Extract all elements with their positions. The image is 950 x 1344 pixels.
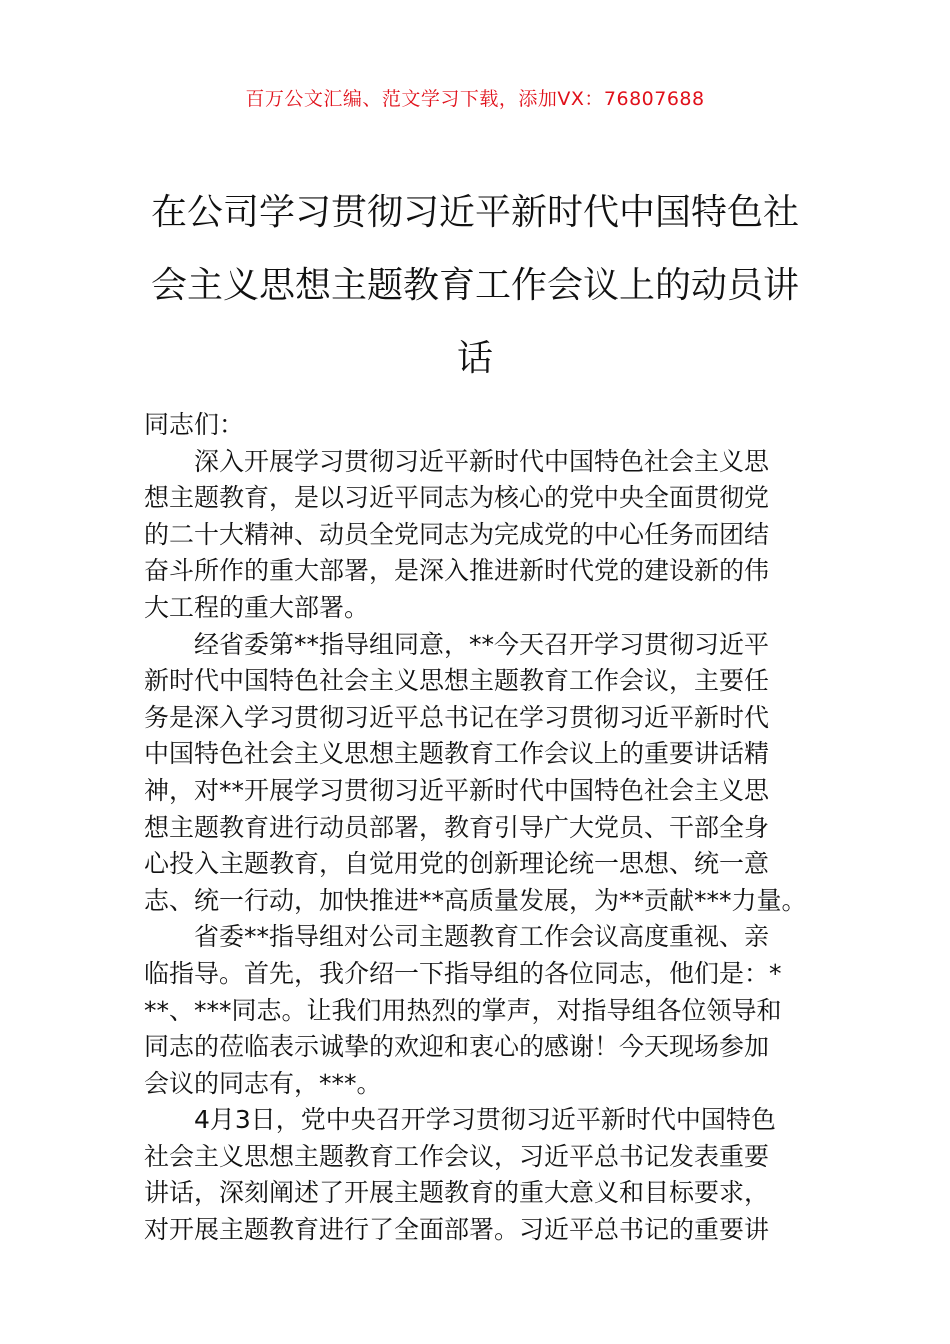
body-text bbox=[144, 407, 806, 1249]
text-line: 神，对**开展学习贯彻习近平新时代中国特色社会主义思 bbox=[144, 775, 770, 805]
title-line: 在公司学习贯彻习近平新时代中国特色社 bbox=[150, 192, 799, 233]
text-line: 中国特色社会主义思想主题教育工作会议上的重要讲话精 bbox=[144, 739, 770, 769]
text-line: 深入开展学习贯彻习近平新时代中国特色社会主义思 bbox=[194, 446, 770, 476]
text-line: 同志的莅临表示诚挚的欢迎和衷心的感谢！今天现场参加 bbox=[144, 1032, 770, 1062]
text-line: 想主题教育，是以习近平同志为核心的党中央全面贯彻党 bbox=[144, 483, 770, 513]
text-line: 大工程的重大部署。 bbox=[144, 592, 370, 622]
text-line: 社会主义思想主题教育工作会议，习近平总书记发表重要 bbox=[144, 1141, 770, 1171]
page-title bbox=[140, 176, 810, 395]
salutation: 同志们： bbox=[144, 410, 245, 439]
text-line: 对开展主题教育进行了全面部署。习近平总书记的重要讲 bbox=[144, 1215, 770, 1245]
header-note: 百万公文汇编、范文学习下载，添加VX：76807688 bbox=[245, 88, 705, 110]
text-line: 会议的同志有，***。 bbox=[144, 1068, 382, 1098]
text-line: 经省委第**指导组同意，**今天召开学习贯彻习近平 bbox=[194, 629, 770, 659]
text-line: 想主题教育进行动员部署，教育引导广大党员、干部全身 bbox=[144, 812, 770, 842]
text-line: 的二十大精神、动员全党同志为完成党的中心任务而团结 bbox=[144, 519, 770, 549]
text-line: 务是深入学习贯彻习近平总书记在学习贯彻习近平新时代 bbox=[144, 702, 770, 732]
text-line: **、***同志。让我们用热烈的掌声，对指导组各位领导和 bbox=[144, 995, 782, 1025]
text-line: 志、统一行动，加快推进**高质量发展，为**贡献***力量。 bbox=[144, 885, 807, 915]
text-line: 奋斗所作的重大部署，是深入推进新时代党的建设新的伟 bbox=[144, 556, 770, 586]
text-line: 新时代中国特色社会主义思想主题教育工作会议，主要任 bbox=[144, 666, 770, 696]
title-line: 话 bbox=[456, 338, 493, 379]
text-line: 临指导。首先，我介绍一下指导组的各位同志，他们是：* bbox=[144, 958, 782, 988]
text-line: 讲话，深刻阐述了开展主题教育的重大意义和目标要求， bbox=[144, 1178, 770, 1208]
title-line: 会主义思想主题教育工作会议上的动员讲 bbox=[150, 265, 799, 306]
text-line: 省委**指导组对公司主题教育工作会议高度重视、亲 bbox=[194, 922, 770, 952]
text-line: 4月3日，党中央召开学习贯彻习近平新时代中国特色 bbox=[194, 1105, 776, 1135]
text-line: 心投入主题教育，自觉用党的创新理论统一思想、统一意 bbox=[144, 849, 770, 879]
